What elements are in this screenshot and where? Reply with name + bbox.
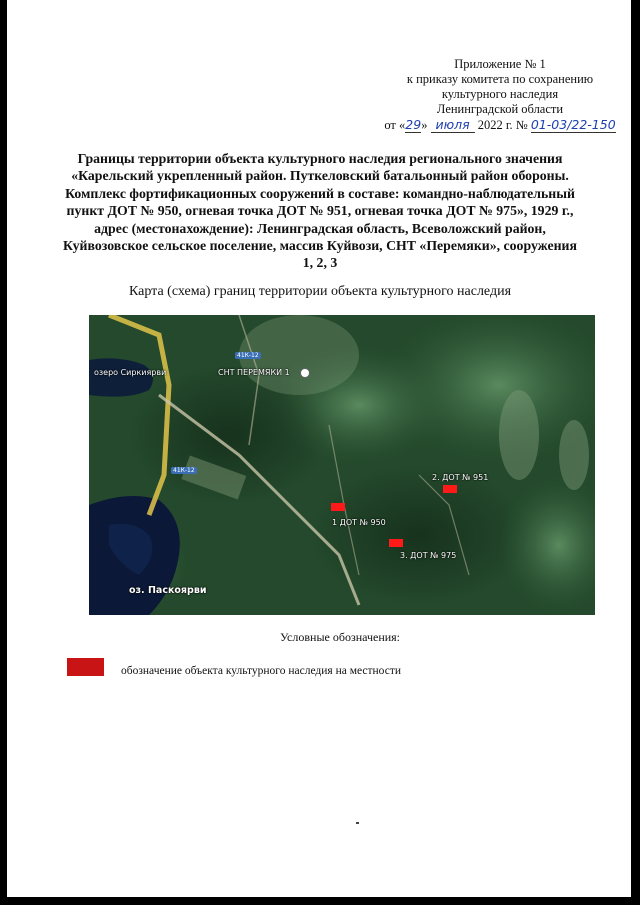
object-marker-950 — [331, 503, 345, 511]
scan-speck — [356, 822, 359, 824]
order-number: 01-03/22-150 — [530, 117, 616, 132]
appendix-line-2: к приказу комитета по сохранению — [406, 72, 594, 86]
appendix-line-4: Ленинградской области — [436, 102, 564, 116]
date-mid: » — [421, 118, 428, 132]
date-day: 29 — [405, 117, 422, 132]
lake-south-label: оз. Паскоярви — [129, 585, 207, 596]
object-label-975: 3. ДОТ № 975 — [400, 551, 457, 560]
appendix-line-1: Приложение № 1 — [454, 57, 546, 71]
appendix-block — [380, 57, 620, 133]
lake-north-label: озеро Сиркиярви — [94, 368, 167, 377]
legend-title: Условные обозначения: — [280, 630, 401, 644]
order-date-line — [380, 117, 620, 133]
date-month: июля — [431, 117, 475, 133]
scan-edge-left — [0, 0, 7, 905]
appendix-line-3: культурного наследия — [441, 87, 559, 101]
road-tag-north: 41К-12 — [237, 352, 259, 359]
settlement-label: СНТ ПЕРЕМЯКИ 1 — [218, 368, 290, 377]
date-year: 2022 г. № — [477, 118, 528, 132]
map-caption: Карта (схема) границ территории объекта культурного наследия — [128, 284, 512, 299]
satellite-map — [89, 315, 595, 615]
object-label-950: 1 ДОТ № 950 — [332, 518, 386, 527]
scan-edge-right — [631, 0, 640, 905]
document-title: Границы территории объекта культурного наследия регионального значения «Карельский укрепленный район. Путкеловский батальонный район обороны. Комплекс фортификационных сооружений в составе: командно-наблюдательный пункт ДОТ № 950, огневая точка ДОТ № 951, огневая точка ДОТ № 975», 1929 г., адрес (местонахождение): Ленинградская область, Всеволожский район, Куйвозовское сельское поселение, массив Куйвози, СНТ «Перемяки», сооружения 1, 2, 3 — [63, 151, 577, 271]
object-marker-975 — [389, 539, 403, 547]
date-prefix: от « — [384, 118, 406, 132]
legend-item-label: обозначение объекта культурного наследия на местности — [121, 665, 401, 677]
scan-edge-bottom — [0, 897, 640, 905]
road-tag-south: 41К-12 — [173, 467, 195, 474]
legend-marker-swatch — [67, 658, 104, 676]
object-label-951: 2. ДОТ № 951 — [432, 473, 489, 482]
object-marker-951 — [443, 485, 457, 493]
map-imagery — [89, 315, 595, 615]
location-pin-icon — [300, 368, 310, 378]
